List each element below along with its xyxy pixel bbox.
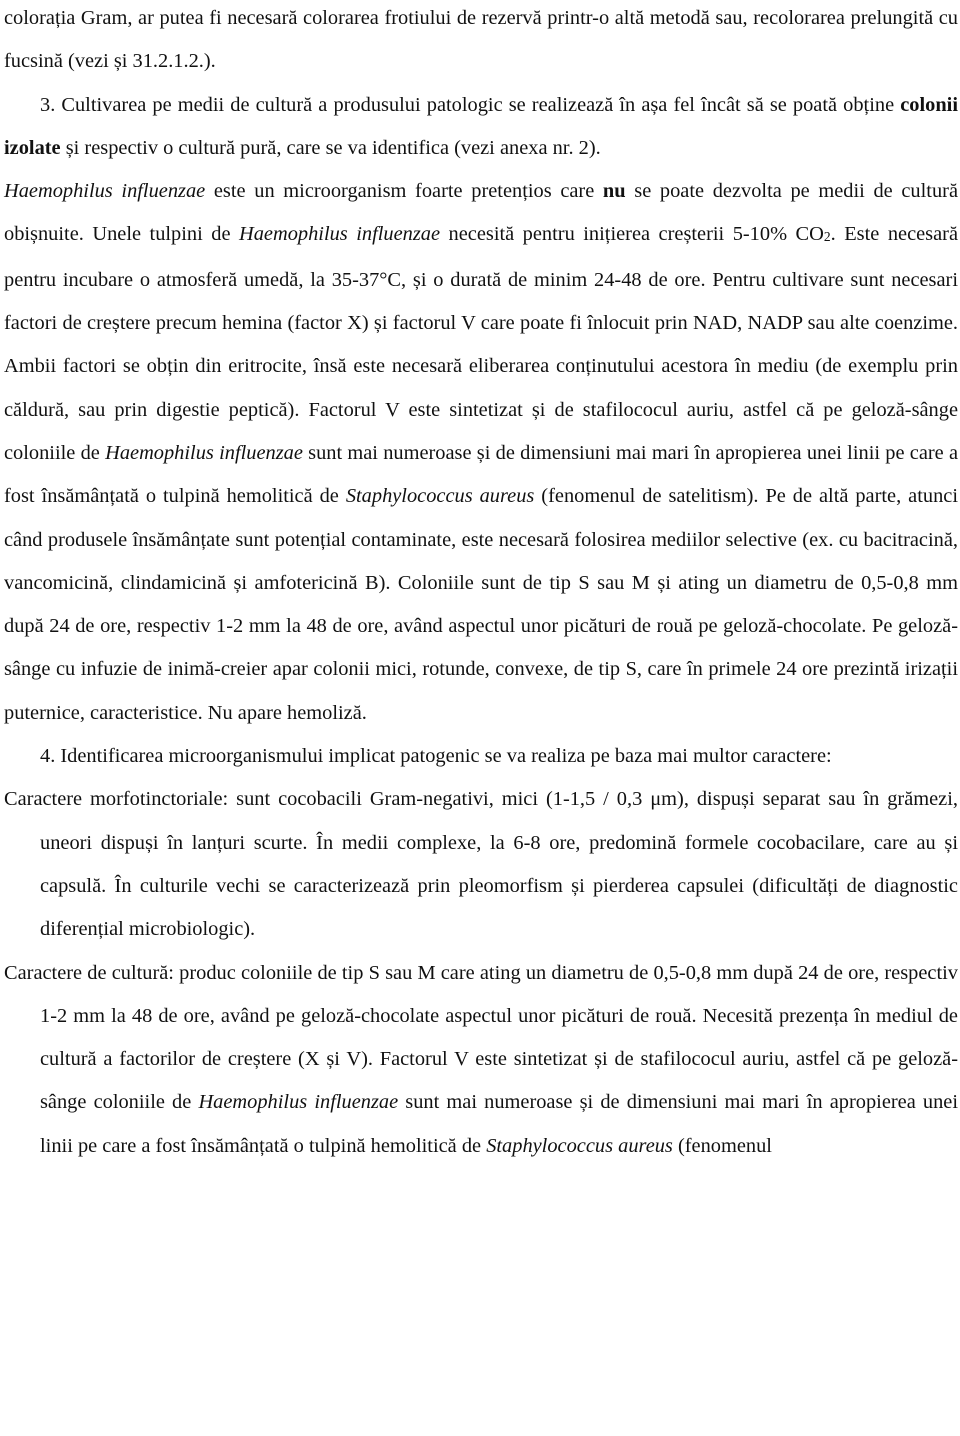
text-run: sunt mai numeroase și de dimensiuni mai mari în apropierea unei linii pe care a fost însămânțată o tulpină hemolitică de [40,1091,959,1157]
subscript: 2 [823,229,831,245]
text-run: Caractere de cultură: produc coloniile de tip S sau M care ating un diametru de 0,5-0,8 mm după 24 de ore, respectiv 1-2 mm la 48 de ore, având pe geloză-chocolate aspectul unor picături de rouă. Necesită prezența în mediul de cultură a factorilor de creștere (X și V). Factorul V este sintetizat și de stafilococul auriu, astfel că pe geloză-sânge coloniile de [4,961,958,1114]
paragraph-haemophilus [4,170,958,735]
species-name: Staphylococcus aureus [486,1134,673,1157]
paragraph-morphology [4,778,958,951]
species-name: Haemophilus influenzae [105,441,303,464]
text-run: 4. Identificarea microorganismului implicat patogenic se va realiza pe baza mai multor caractere: [40,745,832,768]
text-run: colorația Gram, ar putea fi necesară colorarea frotiului de rezervă printr-o altă metodă sau, recolorarea prelungită cu fucsină (vezi și 31.2.1.2.). [4,7,958,73]
text-run: (fenomenul [672,1134,772,1157]
text-run: 3. Cultivarea pe medii de cultură a produsului patologic se realizează în așa fel încât să se poată obține [40,93,901,116]
species-name: Haemophilus influenzae [4,180,206,203]
text-run: sunt mai numeroase și de dimensiuni mai mari în apropierea unei linii pe care a fost însămânțată o tulpină hemolitică de [4,441,959,508]
text-run: Caractere morfotinctoriale: sunt cocobacili Gram-negativi, mici (1-1,5 / 0,3 μm), dispuși separat sau în grămezi, uneori dispuși în lanțuri scurte. În medii complexe, la 6-8 ore, predomină formele cocobacilare, care au și capsulă. În culturile vechi se caracterizează prin pleomorfism și pierderea capsulei (dificultăți de diagnostic diferențial microbiologic). [4,788,958,941]
text-run: și respectiv o cultură pură, care se va identifica (vezi anexa nr. 2). [60,136,601,159]
paragraph-cultivation [4,84,958,171]
text-run: (fenomenul de satelitism). Pe de altă parte, atunci când produsele însămânțate sunt potențial contaminate, este necesară folosirea mediilor selective (ex. cu bacitracină, vancomicină, clindamicină și amfotericină B). Coloniile sunt de tip S sau M și ating un diametru de 0,5-0,8 mm după 24 de ore, respectiv 1-2 mm la 48 de ore, având aspectul unor picături de rouă pe geloză-chocolate. Pe geloză-sânge cu infuzie de inimă-creier apar colonii mici, rotunde, convexe, de tip S, care în primele 24 ore prezintă irizații puternice, caracteristice. Nu apare hemoliză. [4,485,958,724]
bold-term: nu [602,180,626,203]
text-run: . Este necesară pentru incubare o atmosferă umedă, la 35-37°C, și o durată de minim 24-48 de ore. Pentru cultivare sunt necesari factori de creștere precum hemina (factor X) și factorul V care poate fi înlocuit prin NAD, NADP sau alte coenzime. Ambii factori se obțin din eritrocite, însă este necesară eliberarea conținutului acestora în mediu (de exemplu prin căldură, sau prin digestie peptică). Factorul V este sintetizat și de stafilococul auriu, astfel că pe geloză-sânge coloniile de [4,223,958,464]
species-name: Staphylococcus aureus [345,485,535,508]
paragraph-gram-stain [4,0,958,84]
text-run: necesită pentru inițierea creșterii 5-10% CO [440,223,824,246]
bold-term: colonii izolate [4,93,958,159]
paragraph-identification [4,735,958,778]
species-name: Haemophilus influenzae [198,1091,399,1114]
species-name: Haemophilus influenzae [239,223,441,246]
paragraph-culture [4,952,958,1168]
text-run: este un microorganism foarte pretențios care [205,180,603,203]
text-run: se poate dezvolta pe medii de cultură obișnuite. Unele tulpini de [4,180,958,246]
